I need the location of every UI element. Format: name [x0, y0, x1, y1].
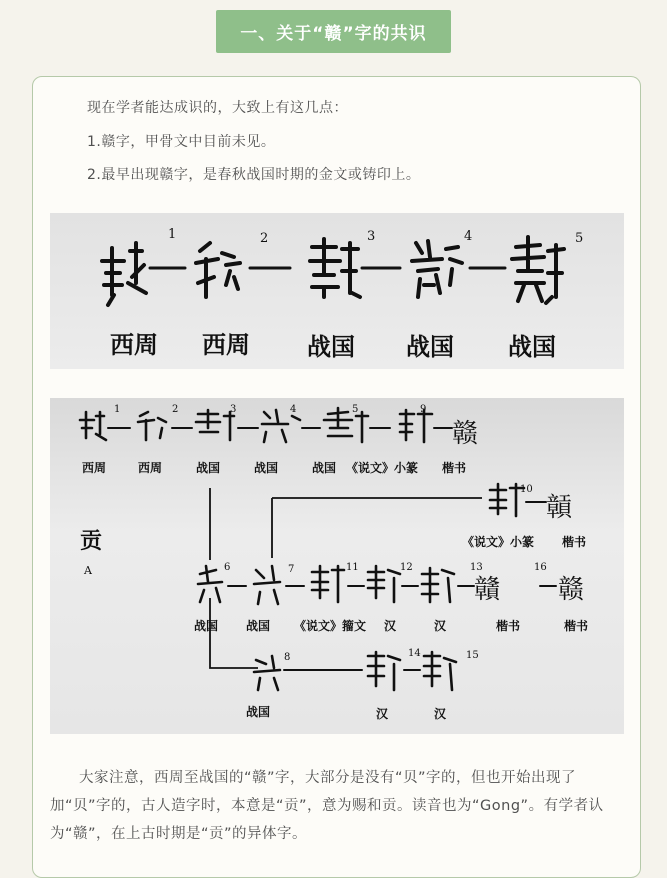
- figure-2-row2-caption-7: 楷书: [564, 619, 589, 633]
- ancient-glyph-4: [412, 241, 462, 297]
- figure-glyph-evolution-2: [50, 398, 624, 734]
- figure-2-row2-number-13: 13: [470, 562, 483, 573]
- figure-2-row2-caption-4: 汉: [384, 619, 397, 633]
- figure-2-row1-last-glyph: 赣: [452, 419, 479, 449]
- figure-1-glyphs: [102, 237, 564, 305]
- intro-lead: 现在学者能达成识的，大致上有这几点：: [87, 100, 348, 116]
- figure-2-row1-number-1: 1: [114, 404, 121, 415]
- figure-1-caption-5: 战国: [508, 332, 556, 361]
- figure-2-row1-number-5: 5: [352, 404, 359, 415]
- intro-point-2: 2.最早出现赣字，是春秋战国时期的金文或铸印上。: [87, 167, 421, 183]
- figure-2-row1-glyphs: [80, 408, 452, 442]
- figure-2-row2-caption-3: 《说文》籀文: [294, 619, 367, 633]
- figure-2-row2-glyph-16: 赣: [558, 575, 585, 605]
- intro-point-1: 1.赣字，甲骨文中目前未见。: [87, 134, 276, 150]
- figure-2-svg: [50, 398, 624, 734]
- figure-1-caption-1: 西周: [110, 330, 158, 359]
- figure-2-row1-number-9: 9: [420, 404, 427, 415]
- figure-2-row2-number-7: 7: [288, 564, 295, 575]
- figure-1-caption-3: 战国: [307, 332, 355, 361]
- figure-2-branch-glyph-text: 贑: [546, 493, 573, 523]
- figure-2-row2-number-6: 6: [224, 562, 231, 573]
- figure-2-row1-caption-2: 西周: [138, 461, 163, 475]
- ancient-glyph-5: [512, 237, 564, 303]
- figure-2-row3-number-15: 15: [466, 650, 479, 661]
- figure-1-svg: [50, 213, 624, 369]
- figure-2-row1-caption-3: 战国: [196, 461, 221, 475]
- section-title: 一、关于“赣”字的共识: [216, 10, 450, 53]
- title-wrap: [0, 10, 667, 53]
- figure-1-number-3: 3: [367, 229, 376, 244]
- figure-glyph-evolution-1: [50, 213, 624, 369]
- figure-2-row2-caption-1: 战国: [194, 619, 219, 633]
- figure-2-row1-caption-4: 战国: [254, 461, 279, 475]
- ancient-glyph-2: [196, 243, 240, 297]
- figure-2-row2-caption-5: 汉: [434, 619, 447, 633]
- figure-2-row2-glyphs: [198, 566, 556, 604]
- ancient-glyph-1: [102, 243, 146, 305]
- figure-1-number-2: 2: [260, 231, 269, 246]
- figure-2-branch-number: 10: [520, 484, 533, 495]
- figure-2-row1-caption-7: 楷书: [442, 461, 467, 475]
- figure-2-branch-glyph: [490, 484, 546, 516]
- figure-2-row2-glyph-13: 贛: [474, 575, 501, 605]
- figure-2-row2-caption-6: 楷书: [496, 619, 521, 633]
- figure-2-row1-caption-6: 《说文》小篆: [346, 461, 419, 475]
- figure-2-row1-number-2: 2: [172, 404, 179, 415]
- figure-2-row1-caption-5: 战国: [312, 461, 337, 475]
- body-paragraph-1: 大家注意，西周至战国的“赣”字，大部分是没有“贝”字的，但也开始出现了加“贝”字的，古人造字时，本意是“贡”，意为赐和贡。读音也为“Gong”。有学者认为“赣”，在上古时期是“贡”的异体字。: [50, 770, 604, 842]
- figure-2-side-label: A: [84, 564, 92, 577]
- figure-2-row3-caption-2: 汉: [376, 707, 389, 721]
- figure-2-connectors: [210, 488, 482, 668]
- figure-1-caption-4: 战国: [406, 332, 454, 361]
- figure-1-number-1: 1: [168, 227, 177, 242]
- figure-2-row3-number-8: 8: [284, 652, 291, 663]
- figure-2-row3-caption-1: 战国: [246, 705, 271, 719]
- figure-1-number-4: 4: [464, 229, 473, 244]
- figure-2-side-glyph: 贡: [80, 528, 103, 554]
- figure-2-row3-number-14: 14: [408, 648, 421, 659]
- ancient-glyph-3: [310, 239, 360, 297]
- figure-2-row1-caption-1: 西周: [82, 461, 107, 475]
- figure-2-row2-number-11: 11: [346, 562, 359, 573]
- figure-2-row3-caption-3: 汉: [434, 707, 447, 721]
- figure-2-row2-caption-2: 战国: [246, 619, 271, 633]
- figure-2-row1-number-3: 3: [230, 404, 237, 415]
- figure-2-row2-number-16: 16: [534, 562, 547, 573]
- figure-2-row1-number-4: 4: [290, 404, 297, 415]
- figure-1-caption-2: 西周: [202, 330, 250, 359]
- figure-2-row2-number-12: 12: [400, 562, 413, 573]
- figure-2-branch-caption-1: 《说文》小篆: [462, 535, 535, 549]
- figure-2-branch-caption-2: 楷书: [562, 535, 587, 549]
- figure-1-number-5: 5: [575, 231, 584, 246]
